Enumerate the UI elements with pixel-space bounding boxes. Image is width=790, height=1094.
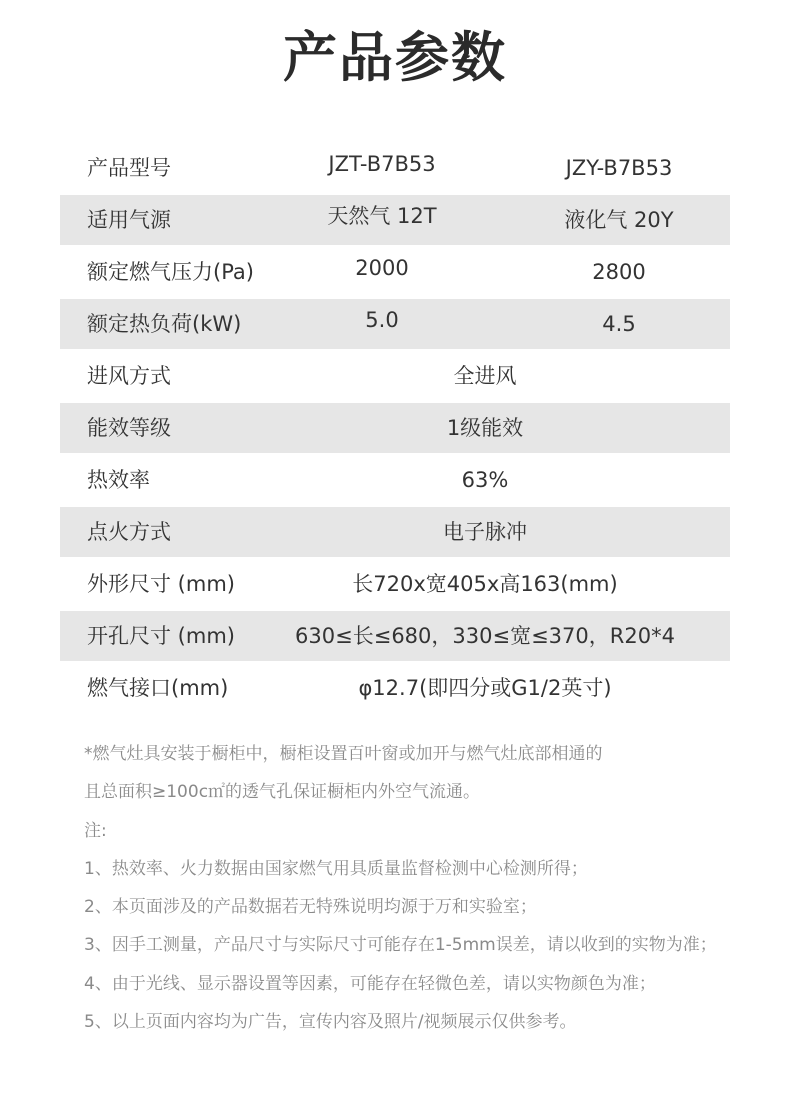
install-note-line: *燃气灶具安装于橱柜中，橱柜设置百叶窗或加开与燃气灶底部相通的 (84, 744, 603, 764)
spec-value: 全进风 (453, 364, 517, 388)
spec-row-model (60, 143, 730, 193)
spec-row-cutout-size (60, 611, 730, 661)
spec-row-air-intake (60, 351, 730, 401)
spec-value: 电子脉冲 (443, 520, 527, 544)
spec-value-natural-gas: JZT-B7B53 (328, 152, 436, 176)
spec-row-energy-grade (60, 403, 730, 453)
spec-value-lpg: 4.5 (602, 312, 636, 336)
spec-row-pressure (60, 247, 730, 297)
spec-value: 630≤长≤680，330≤宽≤370，R20*4 (295, 624, 675, 648)
spec-value-lpg: 液化气 20Y (564, 208, 674, 232)
notes-section (84, 735, 764, 1041)
spec-label: 能效等级 (87, 416, 171, 440)
spec-value: 1级能效 (446, 416, 524, 440)
install-note-line: 且总面积≥100c㎡的透气孔保证橱柜内外空气流通。 (84, 782, 481, 803)
spec-label: 额定燃气压力(Pa) (87, 260, 254, 284)
spec-label: 额定热负荷(kW) (87, 312, 242, 336)
spec-label: 热效率 (87, 468, 150, 492)
spec-value-natural-gas: 天然气 12T (327, 204, 437, 228)
note-item: 5、以上页面内容均为广告，宣传内容及照片/视频展示仅供参考。 (84, 1012, 577, 1033)
notes-heading: 注: (84, 820, 107, 841)
page-title: 产品参数 (283, 26, 507, 89)
spec-value-natural-gas: 2000 (355, 256, 409, 280)
spec-label: 产品型号 (87, 156, 171, 180)
spec-label: 进风方式 (87, 364, 171, 388)
spec-label: 开孔尺寸 (mm) (87, 624, 235, 648)
spec-label: 点火方式 (87, 520, 171, 544)
spec-value-lpg: 2800 (592, 260, 646, 284)
spec-table (60, 143, 730, 715)
spec-row-gas-source (60, 195, 730, 245)
spec-value: 长720x宽405x高163(mm) (352, 572, 618, 596)
note-item: 2、本页面涉及的产品数据若无特殊说明均源于万和实验室； (84, 897, 537, 918)
note-item: 4、由于光线、显示器设置等因素，可能存在轻微色差，请以实物颜色为准； (84, 973, 656, 994)
spec-label: 燃气接口(mm) (87, 676, 229, 700)
spec-value: 63% (461, 468, 509, 492)
spec-label: 外形尺寸 (mm) (87, 572, 235, 596)
spec-value-lpg: JZY-B7B53 (565, 156, 673, 180)
note-item: 1、热效率、火力数据由国家燃气用具质量监督检测中心检测所得； (84, 858, 588, 879)
spec-label: 适用气源 (87, 208, 171, 232)
spec-row-dimensions (60, 559, 730, 609)
spec-value: φ12.7(即四分或G1/2英寸) (358, 676, 612, 700)
spec-row-heat-load (60, 299, 730, 349)
spec-row-gas-interface (60, 663, 730, 713)
note-item: 3、因手工测量，产品尺寸与实际尺寸可能存在1-5mm误差，请以收到的实物为准； (84, 935, 717, 956)
spec-row-thermal-efficiency (60, 455, 730, 505)
spec-row-ignition (60, 507, 730, 557)
spec-value-natural-gas: 5.0 (365, 308, 399, 332)
